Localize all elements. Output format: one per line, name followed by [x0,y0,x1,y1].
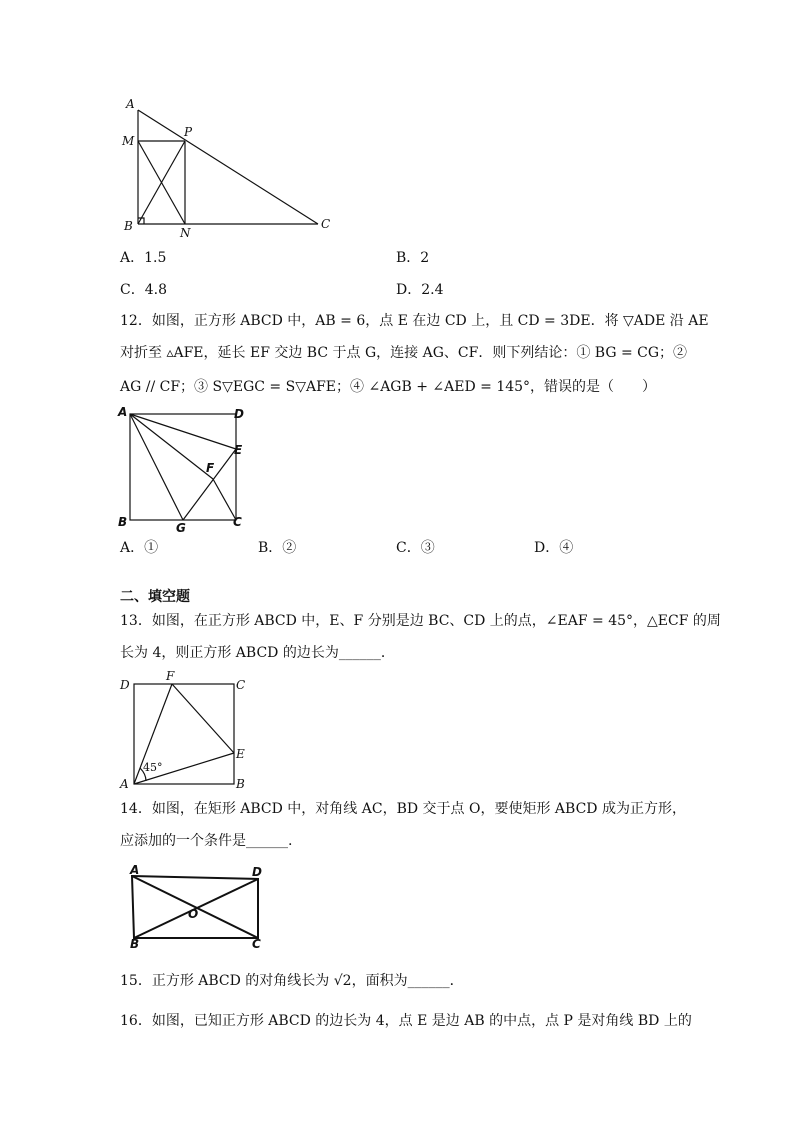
angle-label: 45° [143,761,163,774]
label-b: B [130,937,140,951]
section-title: 二、填空题 [120,589,190,605]
label-c: C [236,678,246,692]
q12-option-a[interactable]: A．① [120,540,159,556]
segment-ac [138,110,318,224]
q13-text-line1: 13．如图，在正方形 ABCD 中，E、F 分别是边 BC、CD 上的点，∠EAF = 45°，△ECF 的周 [120,613,721,629]
label-b: B [124,219,133,233]
label-d: D [234,407,244,421]
q12-option-c[interactable]: C．③ [396,540,435,556]
figure-q11 [118,96,338,240]
q14-text-line1: 14．如图，在矩形 ABCD 中，对角线 AC，BD 交于点 O，要使矩形 ABCD 成为正方形， [120,801,686,817]
q12-text-line3: AG // CF；③ S▽EGC = S▽AFE；④ ∠AGB + ∠AED = 145°，错误的是（ ） [120,379,657,395]
label-b: B [118,515,128,529]
label-n: N [180,226,191,240]
label-c: C [252,937,261,951]
segment-af [130,414,213,479]
label-c: C [321,217,331,231]
figure-q12 [116,404,256,536]
label-p: P [184,125,193,139]
label-a: A [130,863,140,877]
q11-option-c[interactable]: C．4.8 [120,282,167,298]
q12-option-d[interactable]: D．④ [534,540,574,556]
segment-ag [130,414,183,520]
label-f: F [166,670,175,683]
q12-option-b[interactable]: B．② [258,540,297,556]
segment-ae [130,414,236,449]
q13-text-line2: 长为 4，则正方形 ABCD 的边长为______． [120,645,395,661]
segment-eg [183,449,236,520]
q11-option-d[interactable]: D．2.4 [396,282,444,298]
q16-text-line1: 16．如图，已知正方形 ABCD 的边长为 4，点 E 是边 AB 的中点，点 P 是对角线 BD 上的 [120,1013,692,1029]
label-o: O [188,907,199,921]
figure-q14 [122,862,272,952]
q12-text-line2: 对折至 ▵AFE，延长 EF 交边 BC 于点 G，连接 AG、CF．则下列结论：① BG = CG；② [120,345,688,361]
label-c: C [233,515,242,529]
label-m: M [122,134,135,148]
label-a: A [118,405,128,419]
label-e: E [234,443,243,457]
label-a: A [126,97,135,111]
label-g: G [176,521,186,535]
q15-text-line1: 15．正方形 ABCD 的对角线长为 √2，面积为______． [120,973,464,989]
label-f: F [206,461,215,475]
label-a: A [120,777,129,791]
figure-q13 [116,670,256,794]
label-e: E [236,747,245,761]
label-d: D [120,678,130,692]
q14-text-line2: 应添加的一个条件是______. [120,833,293,849]
q11-option-a[interactable]: A．1.5 [120,250,167,266]
square-abcd [130,414,236,520]
q12-text-line1: 12．如图，正方形 ABCD 中，AB = 6，点 E 在边 CD 上，且 CD = 3DE．将 ▽ADE 沿 AE [120,313,709,329]
q11-option-b[interactable]: B．2 [396,250,430,266]
segment-fe [172,684,234,753]
label-d: D [252,865,262,879]
label-b: B [236,777,245,791]
segment-fc [213,479,236,520]
